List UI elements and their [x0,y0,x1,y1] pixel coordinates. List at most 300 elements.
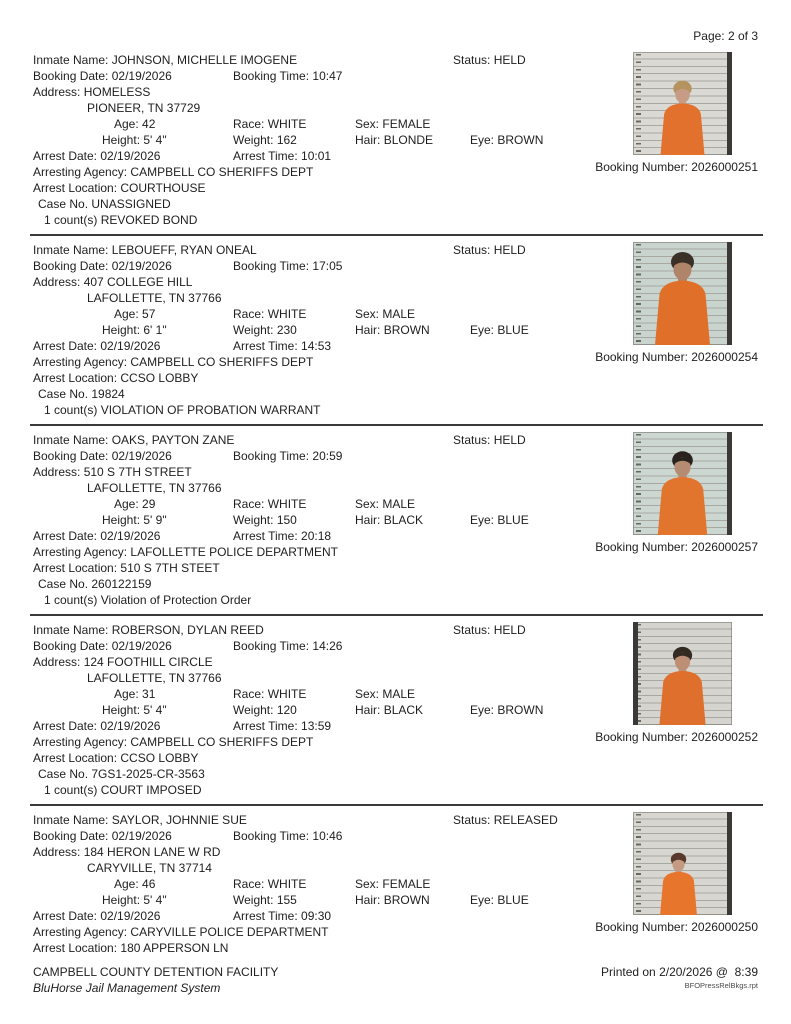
arrest-time-field [233,718,331,734]
torso-shape [660,872,697,915]
sex-label: Sex: [355,877,380,891]
booking-number-label: Booking Number: [595,540,688,554]
page-number: Page: 2 of 3 [693,29,758,43]
arresting-agency-value: CARYVILLE POLICE DEPARTMENT [130,925,329,939]
sex-label: Sex: [355,307,380,321]
address-field [33,844,220,860]
arrest-date-value: 02/19/2026 [100,909,161,923]
facility-name: CAMPBELL COUNTY DETENTION FACILITY [33,965,279,979]
sex-field [355,116,430,132]
booking-date-label: Booking Date: [33,449,109,463]
record-line [0,560,791,576]
age-label: Age: [114,307,139,321]
booking-number-value: 2026000250 [691,920,758,934]
race-field [233,686,306,702]
arrest-location-field [33,940,228,956]
booking-time-value: 10:46 [312,829,343,843]
height-field [102,702,167,718]
mugshot-image [633,812,732,915]
arresting-agency-label: Arresting Agency: [33,545,128,559]
race-field [233,496,306,512]
torso-shape [658,477,708,535]
age-label: Age: [114,877,139,891]
hair-label: Hair: [355,893,381,907]
eye-field [470,512,529,528]
address-line2-value: LAFOLLETTE, TN 37766 [87,671,222,685]
arrest-time-field [233,338,331,354]
arresting-agency-label: Arresting Agency: [33,355,128,369]
booking-time-value: 20:59 [312,449,343,463]
status-field [453,622,526,638]
inmate-records-list [0,52,791,1002]
arrest-time-label: Arrest Time: [233,529,298,543]
eye-field [470,892,529,908]
address-line1-value: 407 COLLEGE HILL [83,275,193,289]
arrest-location-value: CCSO LOBBY [120,751,199,765]
race-label: Race: [233,117,265,131]
height-label: Height: [102,513,141,527]
inmate-name-field [33,242,257,258]
mugshot-photo [633,812,732,915]
address-label: Address: [33,85,81,99]
mugshot-wall-strip [727,432,732,535]
status-field [453,52,526,68]
arrest-time-value: 09:30 [301,909,332,923]
mugshot-wall-strip [727,812,732,915]
race-value: WHITE [267,117,307,131]
address-field [33,654,213,670]
eye-value: BLUE [497,323,529,337]
hair-field [355,322,430,338]
eye-value: BLUE [497,513,529,527]
status-label: Status: [453,243,491,257]
hair-value: BLONDE [383,133,434,147]
arresting-agency-value: CAMPBELL CO SHERIFFS DEPT [130,165,314,179]
hair-value: BROWN [383,323,430,337]
status-label: Status: [453,813,491,827]
inmate-record [0,52,791,242]
status-field [453,432,526,448]
record-line [0,180,791,196]
arrest-location-value: 510 S 7TH STEET [120,561,220,575]
booking-date-value: 02/19/2026 [111,829,172,843]
inmate-record [0,622,791,812]
arrest-location-label: Arrest Location: [33,941,118,955]
sex-value: FEMALE [382,117,431,131]
arrest-date-field [33,908,160,924]
height-field [102,512,167,528]
eye-value: BLUE [497,893,529,907]
booking-number-value: 2026000251 [691,160,758,174]
booking-number-value: 2026000257 [691,540,758,554]
mugshot-image [633,52,732,155]
arrest-location-field [33,180,206,196]
arrest-time-field [233,908,331,924]
address-label: Address: [33,655,81,669]
inmate-name-label: Inmate Name: [33,243,109,257]
arrest-date-field [33,718,160,734]
jail-management-system-name: BluHorse Jail Management System [33,981,221,995]
age-field [114,116,155,132]
booking-time-label: Booking Time: [233,829,310,843]
weight-value: 162 [276,133,297,147]
inmate-name-value: SAYLOR, JOHNNIE SUE [111,813,247,827]
printed-timestamp: Printed on 2/20/2026 @ 8:39 [601,965,758,979]
mugshot-image [633,622,732,725]
sex-value: FEMALE [382,877,431,891]
arrest-time-value: 13:59 [301,719,332,733]
torso-shape [659,671,705,725]
weight-field [233,322,297,338]
address-label: Address: [33,275,81,289]
race-value: WHITE [267,307,307,321]
inmate-name-field [33,52,297,68]
age-field [114,306,155,322]
record-line [0,592,791,608]
booking-time-label: Booking Time: [233,69,310,83]
hair-value: BROWN [383,893,430,907]
arresting-agency-field [33,164,313,180]
booking-date-field [33,258,172,274]
charge-value: 1 count(s) REVOKED BOND [44,213,198,227]
mugshot-image [633,242,732,345]
booking-time-field [233,828,342,844]
inmate-name-label: Inmate Name: [33,623,109,637]
race-field [233,876,306,892]
age-value: 29 [142,497,156,511]
mugshot-photo [633,432,732,535]
weight-label: Weight: [233,893,274,907]
inmate-silhouette [658,451,708,535]
weight-label: Weight: [233,513,274,527]
arresting-agency-label: Arresting Agency: [33,925,128,939]
height-field [102,322,167,338]
booking-number-field [430,159,758,175]
booking-time-field [233,258,342,274]
booking-time-label: Booking Time: [233,259,310,273]
booking-time-field [233,448,342,464]
arrest-location-field [33,750,198,766]
height-value: 5' 4" [143,893,167,907]
inmate-name-field [33,432,234,448]
booking-time-value: 17:05 [312,259,343,273]
arrest-location-label: Arrest Location: [33,561,118,575]
booking-number-field [430,729,758,745]
weight-value: 120 [276,703,297,717]
mugshot-wall-strip [727,52,732,155]
height-value: 5' 4" [143,133,167,147]
age-field [114,876,155,892]
inmate-name-label: Inmate Name: [33,813,109,827]
eye-label: Eye: [470,513,495,527]
arrest-location-field [33,560,220,576]
sex-value: MALE [382,687,416,701]
hair-value: BLACK [383,513,424,527]
booking-number-label: Booking Number: [595,350,688,364]
inmate-silhouette [659,647,705,725]
sex-value: MALE [382,307,416,321]
mugshot-photo [633,242,732,345]
arrest-time-value: 10:01 [301,149,332,163]
hair-label: Hair: [355,513,381,527]
weight-label: Weight: [233,703,274,717]
address-label: Address: [33,845,81,859]
address-line1-value: 184 HERON LANE W RD [83,845,221,859]
age-value: 46 [142,877,156,891]
arrest-time-label: Arrest Time: [233,909,298,923]
height-label: Height: [102,133,141,147]
booking-date-label: Booking Date: [33,69,109,83]
booking-time-label: Booking Time: [233,449,310,463]
booking-number-field [430,919,758,935]
address-field [33,464,192,480]
inmate-name-value: ROBERSON, DYLAN REED [111,623,264,637]
sex-value: MALE [382,497,416,511]
arrest-time-value: 14:53 [301,339,332,353]
status-value: HELD [493,433,526,447]
torso-shape [661,103,705,155]
address-line2-value: CARYVILLE, TN 37714 [87,861,212,875]
sex-field [355,306,415,322]
charge-value: 1 count(s) VIOLATION OF PROBATION WARRANT [44,403,321,417]
booking-number-field [430,349,758,365]
inmate-name-label: Inmate Name: [33,53,109,67]
case-number-value: Case No. 19824 [38,387,125,401]
booking-number-value: 2026000254 [691,350,758,364]
address-line2-value: PIONEER, TN 37729 [87,101,201,115]
age-label: Age: [114,497,139,511]
charge-value: 1 count(s) Violation of Protection Order [44,593,252,607]
eye-field [470,702,543,718]
booking-date-field [33,68,172,84]
case-number-value: Case No. UNASSIGNED [38,197,171,211]
record-line [0,196,791,212]
eye-label: Eye: [470,703,495,717]
hair-field [355,512,423,528]
arrest-location-value: COURTHOUSE [120,181,206,195]
hair-value: BLACK [383,703,424,717]
booking-date-value: 02/19/2026 [111,259,172,273]
status-value: HELD [493,243,526,257]
arrest-location-label: Arrest Location: [33,181,118,195]
arresting-agency-field [33,544,338,560]
arrest-date-label: Arrest Date: [33,719,98,733]
booking-time-value: 10:47 [312,69,343,83]
race-value: WHITE [267,687,307,701]
arrest-time-label: Arrest Time: [233,339,298,353]
weight-label: Weight: [233,133,274,147]
hair-field [355,892,430,908]
arresting-agency-field [33,354,313,370]
arrest-date-label: Arrest Date: [33,149,98,163]
weight-value: 150 [276,513,297,527]
record-line [0,750,791,766]
sex-field [355,496,415,512]
booking-time-label: Booking Time: [233,639,310,653]
eye-field [470,322,529,338]
status-field [453,812,558,828]
height-value: 5' 4" [143,703,167,717]
record-line [0,370,791,386]
address-line2-value: LAFOLLETTE, TN 37766 [87,291,222,305]
eye-label: Eye: [470,893,495,907]
inmate-silhouette [660,853,697,915]
inmate-name-value: JOHNSON, MICHELLE IMOGENE [111,53,298,67]
arrest-date-label: Arrest Date: [33,909,98,923]
booking-date-field [33,638,172,654]
status-value: RELEASED [493,813,558,827]
arresting-agency-value: CAMPBELL CO SHERIFFS DEPT [130,355,314,369]
report-file-name: BFOPressRelBkgs.rpt [684,981,758,990]
race-field [233,116,306,132]
mugshot-wall-strip [633,622,638,725]
case-number-value: Case No. 7GS1-2025-CR-3563 [38,767,205,781]
booking-number-field [430,539,758,555]
record-line [0,766,791,782]
booking-date-label: Booking Date: [33,829,109,843]
eye-field [470,132,543,148]
booking-date-label: Booking Date: [33,259,109,273]
race-label: Race: [233,307,265,321]
eye-value: BROWN [497,703,544,717]
arresting-agency-value: CAMPBELL CO SHERIFFS DEPT [130,735,314,749]
age-value: 31 [142,687,156,701]
inmate-silhouette [655,252,710,345]
inmate-name-value: LEBOUEFF, RYAN ONEAL [111,243,257,257]
charge-value: 1 count(s) COURT IMPOSED [44,783,202,797]
arrest-date-field [33,338,160,354]
hair-label: Hair: [355,703,381,717]
height-label: Height: [102,893,141,907]
record-line [0,940,791,956]
height-field [102,892,167,908]
booking-date-field [33,448,172,464]
arrest-date-value: 02/19/2026 [100,529,161,543]
inmate-name-value: OAKS, PAYTON ZANE [111,433,235,447]
booking-number-value: 2026000252 [691,730,758,744]
inmate-record [0,242,791,432]
sex-label: Sex: [355,497,380,511]
record-line [0,386,791,402]
eye-label: Eye: [470,133,495,147]
sex-label: Sex: [355,117,380,131]
booking-date-value: 02/19/2026 [111,639,172,653]
age-label: Age: [114,687,139,701]
record-line [0,782,791,798]
arrest-date-value: 02/19/2026 [100,719,161,733]
hair-field [355,702,423,718]
sex-field [355,876,430,892]
address-field [33,274,192,290]
race-label: Race: [233,877,265,891]
arrest-date-label: Arrest Date: [33,339,98,353]
race-label: Race: [233,497,265,511]
booking-time-field [233,68,342,84]
footer-print-block [601,964,758,991]
age-value: 42 [142,117,156,131]
arrest-location-value: CCSO LOBBY [120,371,199,385]
eye-label: Eye: [470,323,495,337]
hair-label: Hair: [355,133,381,147]
booking-date-value: 02/19/2026 [111,69,172,83]
height-value: 6' 1" [143,323,167,337]
arrest-location-label: Arrest Location: [33,371,118,385]
height-value: 5' 9" [143,513,167,527]
arrest-time-field [233,528,331,544]
booking-date-value: 02/19/2026 [111,449,172,463]
address-field [33,84,150,100]
arrest-location-label: Arrest Location: [33,751,118,765]
booking-date-label: Booking Date: [33,639,109,653]
height-label: Height: [102,703,141,717]
weight-value: 230 [276,323,297,337]
arrest-time-label: Arrest Time: [233,719,298,733]
status-label: Status: [453,433,491,447]
hair-label: Hair: [355,323,381,337]
mugshot-wall-strip [727,242,732,345]
inmate-name-field [33,622,264,638]
footer-facility-block [33,964,278,996]
inmate-silhouette [661,81,705,155]
arrest-date-field [33,528,160,544]
age-label: Age: [114,117,139,131]
arrest-time-label: Arrest Time: [233,149,298,163]
address-label: Address: [33,465,81,479]
booking-number-label: Booking Number: [595,160,688,174]
weight-label: Weight: [233,323,274,337]
weight-field [233,702,297,718]
inmate-name-field [33,812,247,828]
mugshot-photo [633,622,732,725]
mugshot-photo [633,52,732,155]
booking-time-field [233,638,342,654]
address-line1-value: HOMELESS [83,85,151,99]
booking-number-label: Booking Number: [595,920,688,934]
arresting-agency-label: Arresting Agency: [33,165,128,179]
case-number-value: Case No. 260122159 [38,577,152,591]
eye-value: BROWN [497,133,544,147]
weight-field [233,132,297,148]
height-label: Height: [102,323,141,337]
race-value: WHITE [267,497,307,511]
arresting-agency-label: Arresting Agency: [33,735,128,749]
arrest-location-value: 180 APPERSON LN [120,941,229,955]
age-field [114,496,155,512]
arrest-date-label: Arrest Date: [33,529,98,543]
race-label: Race: [233,687,265,701]
arresting-agency-field [33,734,313,750]
status-label: Status: [453,53,491,67]
height-field [102,132,167,148]
weight-field [233,892,297,908]
address-line2-value: LAFOLLETTE, TN 37766 [87,481,222,495]
record-line [0,212,791,228]
sex-field [355,686,415,702]
arrest-date-field [33,148,160,164]
age-field [114,686,155,702]
status-value: HELD [493,53,526,67]
record-line [0,576,791,592]
weight-field [233,512,297,528]
arresting-agency-value: LAFOLLETTE POLICE DEPARTMENT [130,545,339,559]
race-value: WHITE [267,877,307,891]
sex-label: Sex: [355,687,380,701]
status-field [453,242,526,258]
torso-shape [655,281,710,346]
address-line1-value: 510 S 7TH STREET [83,465,192,479]
arresting-agency-field [33,924,328,940]
record-line [0,402,791,418]
